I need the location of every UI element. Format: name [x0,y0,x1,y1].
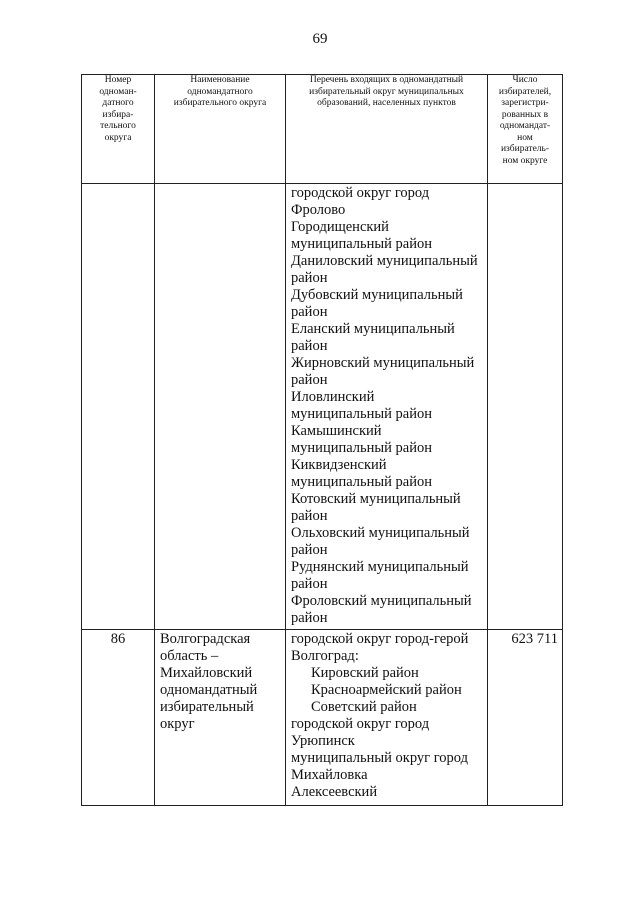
electoral-districts-table [81,74,563,806]
cell-voters-count: 623 711 [488,630,563,806]
table-row-continuation [82,184,563,630]
header-district-number: Номер одноман- датного избира- тельного округа [82,75,155,184]
cell-municipalities-continuation: городской округ город Фролово Городищенский муниципальный район Даниловский муниципальный район Дубовский муниципальный район Еланский муниципальный район Жирновский муниципальный район Иловлинский муниципальный район Камышинский муниципальный район Киквидзенский муниципальный район Котовский муниципальный район Ольховский муниципальный район Руднянский муниципальный район Фроловский муниципальный район [286,184,488,630]
header-district-name: Наименование одномандатного избирательного округа [155,75,286,184]
table-row-district-86 [82,630,563,806]
page-number: 69 [312,31,328,47]
table-header-row [82,75,563,184]
cell-number-empty [82,184,155,630]
cell-voters-empty [488,184,563,630]
header-voters-count: Число избирателей, зарегистри- рованных в одномандат- ном избиратель- ном округе [488,75,563,184]
cell-name-empty [155,184,286,630]
cell-district-name: Волгоградская область – Михайловский одномандатный избирательный округ [155,630,286,806]
cell-district-municipalities: городской округ город-герой Волгоград: Кировский район Красноармейский район Советский район городской округ город Урюпинск муниципальный округ город Михайловка Алексеевский [286,630,488,806]
cell-district-number: 86 [82,630,155,806]
header-municipalities-list: Перечень входящих в одномандатный избирательный округ муниципальных образований, населенных пунктов [286,75,488,184]
